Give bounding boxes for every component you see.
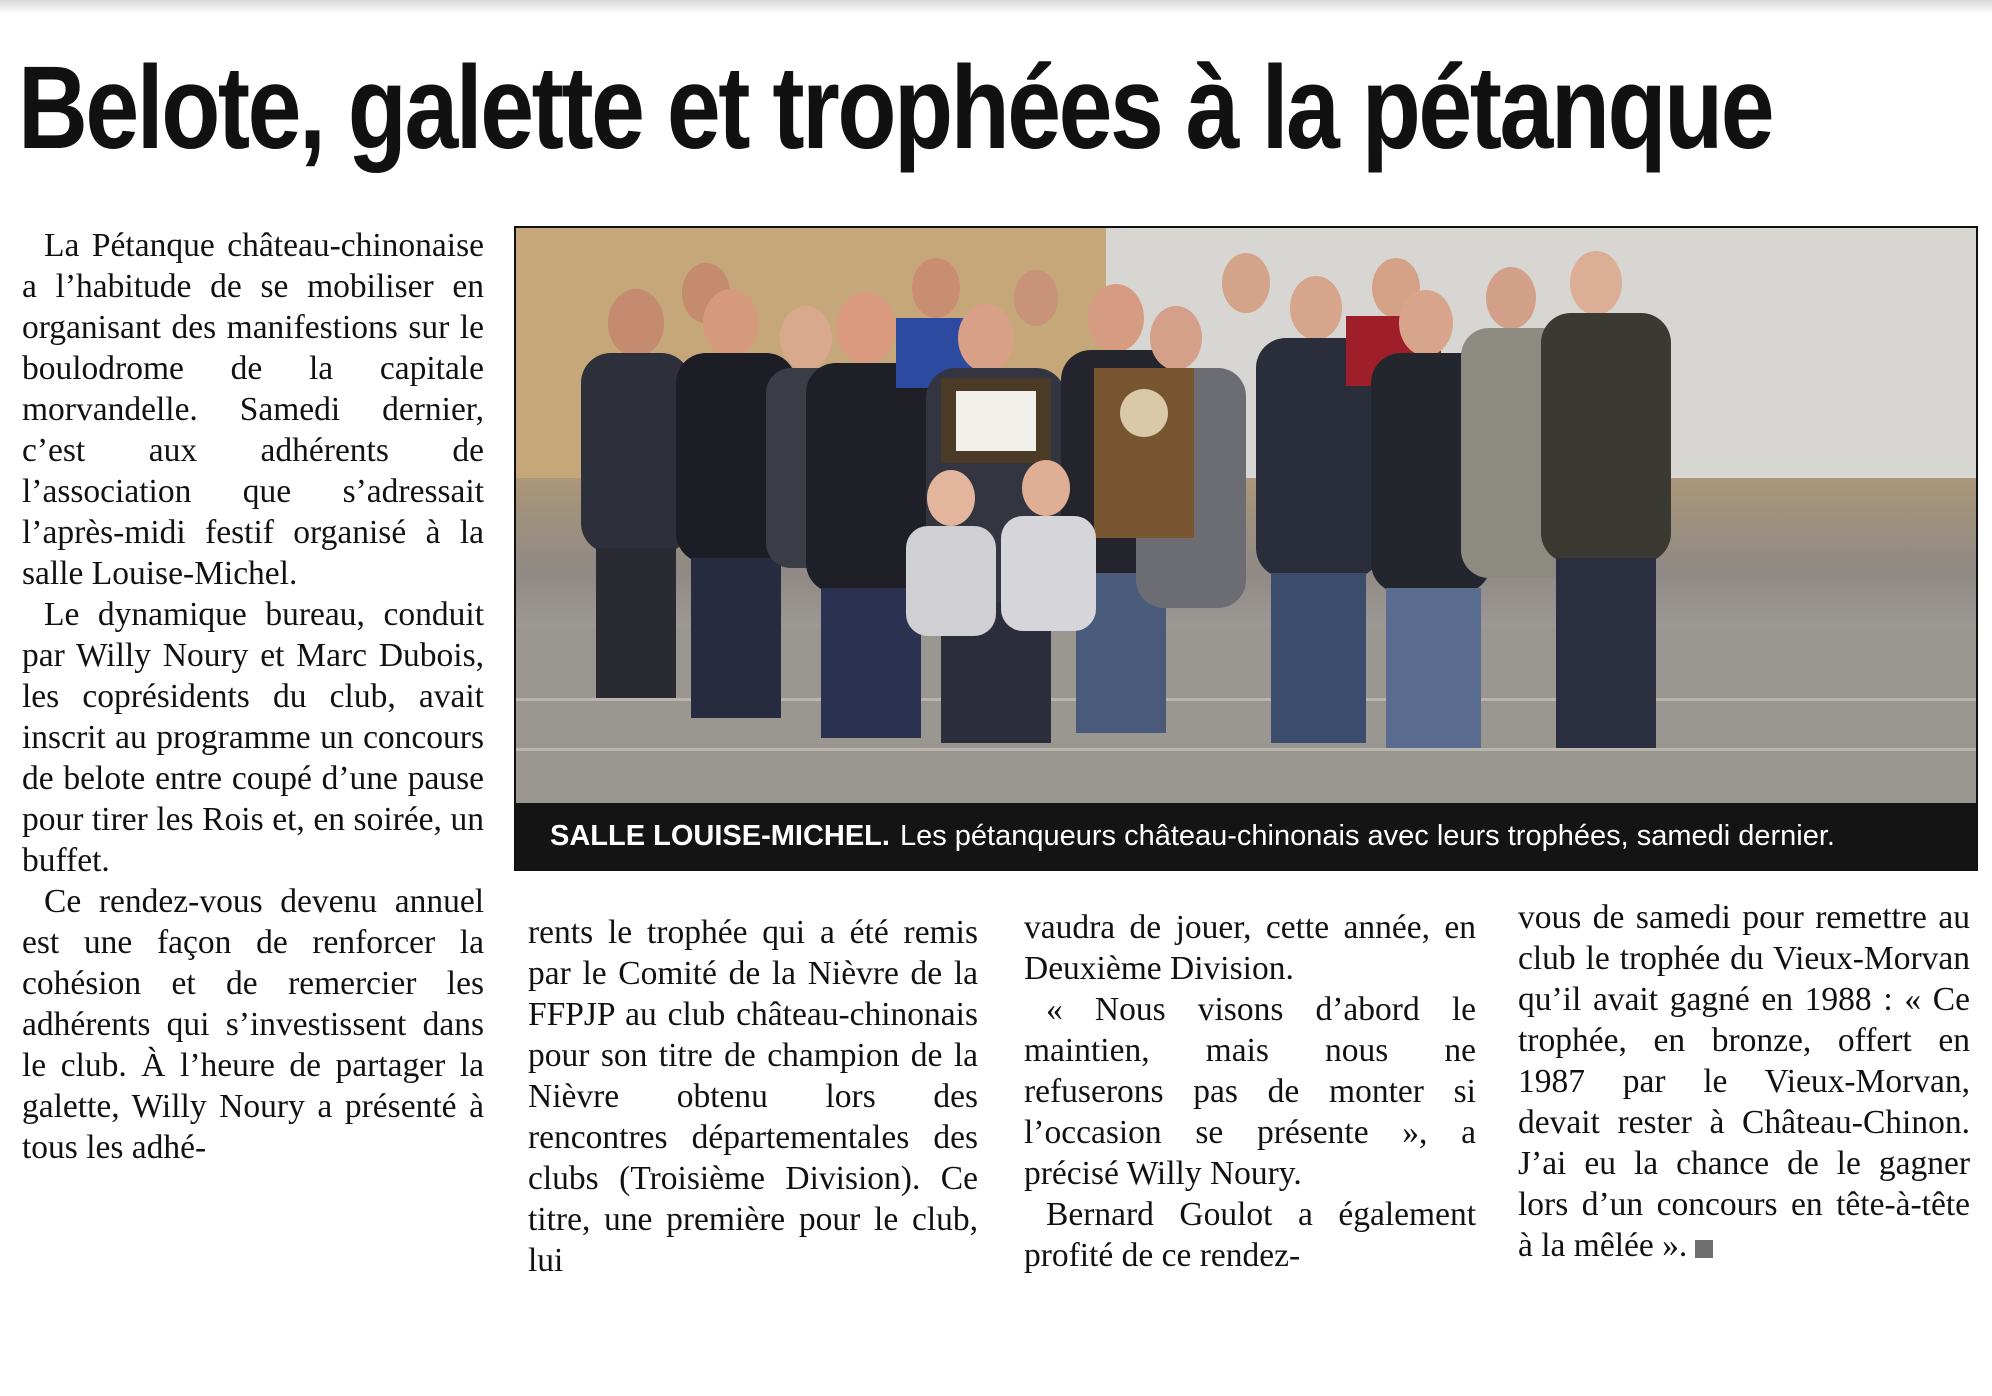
paragraph: rents le trophée qui a été remis par le Comité de la Nièvre de la FFPJP au club château-chinonais pour son titre de champion de la Nièvre obtenu lors des rencontres départementales des clubs (Troisième Division). Ce titre, une première pour le club, lui [528,914,978,1279]
paragraph: Ce rendez-vous devenu annuel est une façon de renforcer la cohésion et de remercier les adhérents qui s’investissent dans le club. À l’heure de partager la galette, Willy Noury a présenté à tous les adhé- [22,883,484,1166]
paragraph: vous de samedi pour remettre au club le trophée du Vieux-Morvan qu’il avait gagné en 1988 : « Ce trophée, en bronze, offert en 1987 par le Vieux-Morvan, devait rester à Château-Chinon. J’ai eu la chance de le gagner lors d’un concours en tête-à-tête à la mêlée ». [1518,899,1970,1264]
paragraph: « Nous visons d’abord le maintien, mais nous ne refuserons pas de monter si l’occasion se présente », a précisé Willy Noury. [1024,991,1476,1192]
photo-illustration [516,228,1976,803]
paragraph: La Pétanque château-chinonaise a l’habitude de se mobiliser en organisant des manifestions sur le boulodrome de la capitale morvandelle. Samedi dernier, c’est aux adhérents de l’association que s’adressait l’après-midi festif organisé à la salle Louise-Michel. [22,227,484,592]
end-mark-icon [1695,1240,1713,1258]
paragraph: Bernard Goulot a également profité de ce rendez- [1024,1196,1476,1274]
article-column-4 [1518,897,1970,1266]
article-column-1 [22,225,484,1168]
headline: Belote, galette et trophées à la pétanque [18,42,1773,174]
article-column-2 [528,912,978,1281]
caption-kicker: SALLE LOUISE-MICHEL. [550,820,890,852]
scan-edge [0,0,1992,14]
group-photo [514,226,1978,871]
paragraph: vaudra de jouer, cette année, en Deuxième Division. [1024,909,1476,987]
caption-text: Les pétanqueurs château-chinonais avec leurs trophées, samedi dernier. [899,820,1835,852]
article-column-3 [1024,907,1476,1276]
paragraph: Le dynamique bureau, conduit par Willy Noury et Marc Dubois, les coprésidents du club, avait inscrit au programme un concours de belote entre coupé d’une pause pour tirer les Rois et, en soirée, un buffet. [22,596,484,879]
photo-caption [516,803,1976,869]
photo-image [516,228,1976,803]
